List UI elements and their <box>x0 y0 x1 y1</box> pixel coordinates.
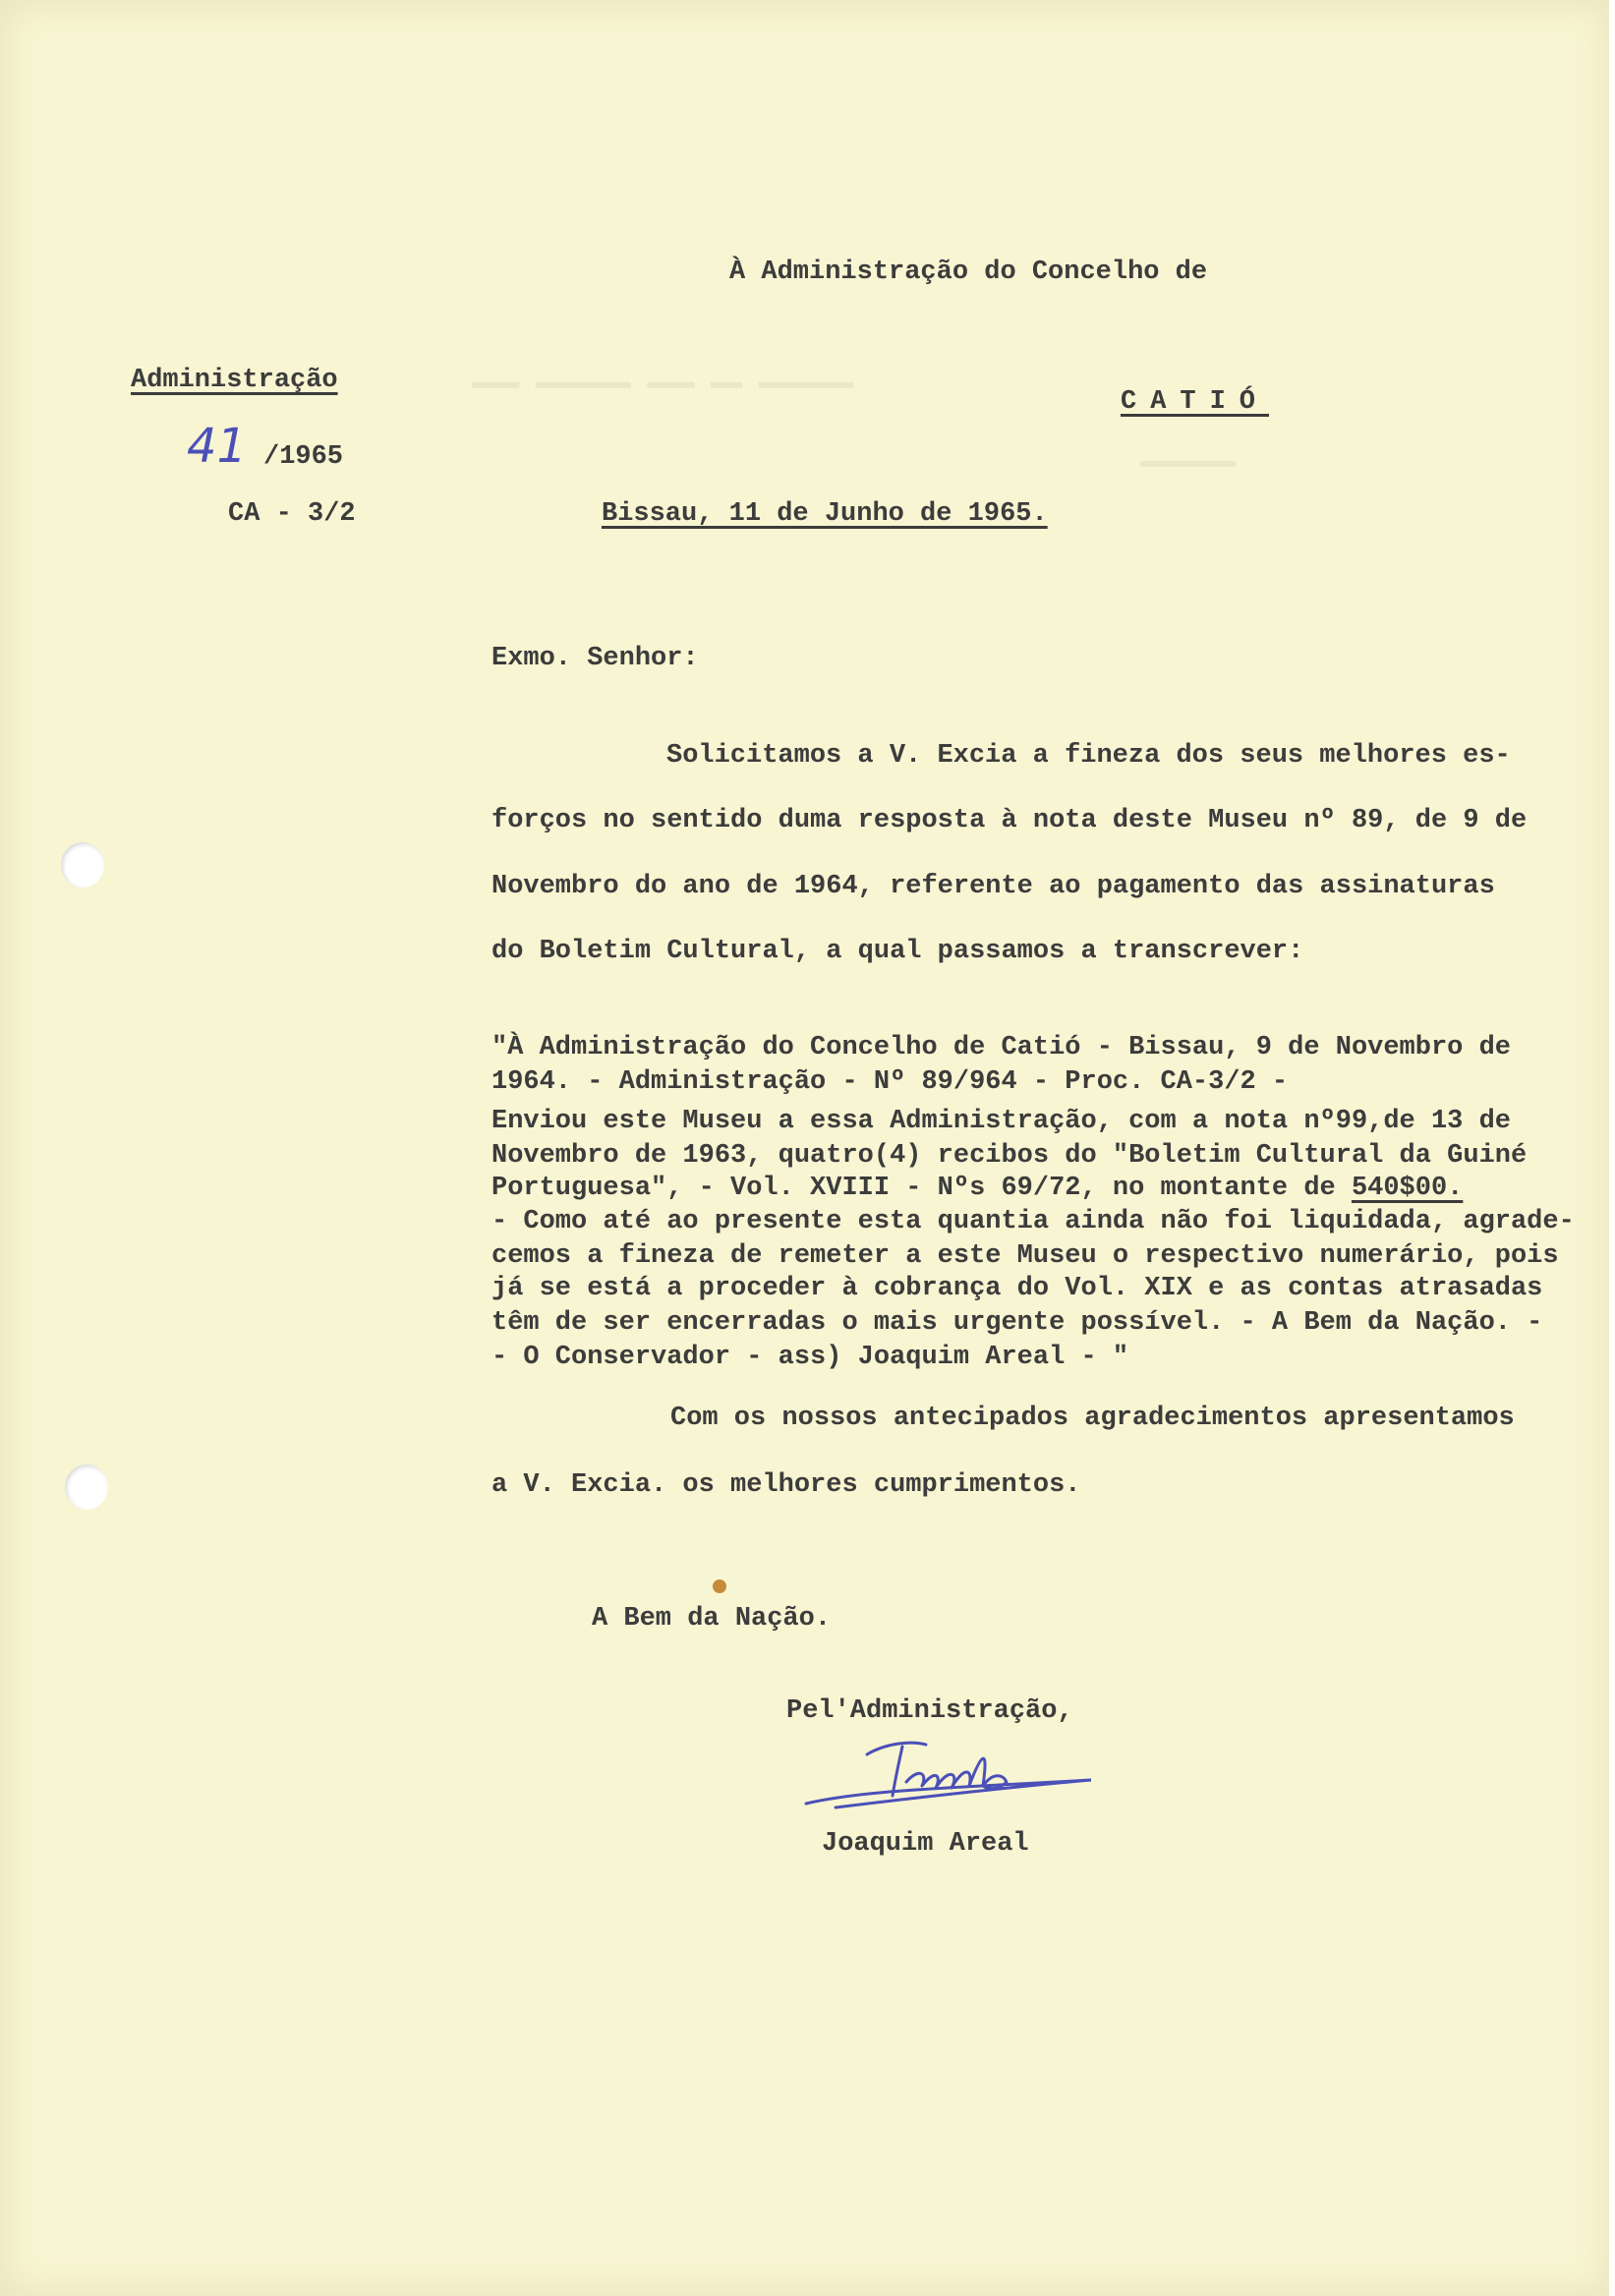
body-line: forços no sentido duma resposta à nota deste Museu nº 89, de 9 de <box>491 806 1528 835</box>
motto: A Bem da Nação. <box>592 1604 832 1634</box>
recipient-line: À Administração do Concelho de <box>729 258 1208 287</box>
signature <box>796 1725 1101 1823</box>
show-through-text: ▬▬▬▬▬▬ <box>1140 447 1237 477</box>
page-edge <box>1609 0 1612 2296</box>
quote-line: cemos a fineza de remeter a este Museu o respectivo numerário, pois <box>491 1241 1559 1271</box>
quote-line: têm de ser encerradas o mais urgente possível. - A Bem da Nação. - <box>491 1308 1543 1338</box>
recipient-place: CATIÓ <box>1121 387 1270 417</box>
quote-line: Novembro de 1963, quatro(4) recibos do "Boletim Cultural da Guiné <box>491 1141 1528 1171</box>
quote-amount: 540$00. <box>1351 1174 1464 1203</box>
quote-line: - Como até ao presente esta quantia ainda não foi liquidada, agrade- <box>491 1207 1575 1236</box>
show-through-text: ▬▬▬ ▬▬▬▬▬▬ ▬▬▬ ▬▬ ▬▬▬▬▬▬ <box>472 369 854 398</box>
quote-line-text: Portuguesa", - Vol. XVIII - Nºs 69/72, no montante de <box>491 1174 1352 1203</box>
punch-hole <box>61 842 104 888</box>
on-behalf-line: Pel'Administração, <box>786 1696 1073 1726</box>
quote-line: Enviou este Museu a essa Administração, com a nota nº99,de 13 de <box>491 1107 1511 1136</box>
body-line: Novembro do ano de 1964, referente ao pagamento das assinaturas <box>491 872 1495 901</box>
closing-line: a V. Excia. os melhores cumprimentos. <box>491 1470 1081 1500</box>
quote-line: - O Conservador - ass) Joaquim Areal - " <box>491 1343 1129 1372</box>
signatory-name: Joaquim Areal <box>822 1829 1029 1859</box>
quote-line: 1964. - Administração - Nº 89/964 - Proc. CA-3/2 - <box>491 1067 1289 1097</box>
ink-spot <box>713 1579 726 1593</box>
quote-line <box>491 1176 1463 1202</box>
reference-office: Administração <box>131 366 338 395</box>
reference-year: /1965 <box>263 442 344 472</box>
quote-line: "À Administração do Concelho de Catió - Bissau, 9 de Novembro de <box>491 1033 1511 1062</box>
salutation: Exmo. Senhor: <box>491 644 699 673</box>
reference-process: CA - 3/2 <box>228 499 356 529</box>
punch-hole <box>65 1464 108 1510</box>
closing-line: Com os nossos antecipados agradecimentos apresentamos <box>670 1404 1515 1433</box>
date-line: Bissau, 11 de Junho de 1965. <box>602 499 1048 529</box>
body-line: Solicitamos a V. Excia a fineza dos seus melhores es- <box>666 741 1511 771</box>
handwritten-number: 41 <box>187 419 248 474</box>
body-line: do Boletim Cultural, a qual passamos a transcrever: <box>491 937 1304 966</box>
quote-line: já se está a proceder à cobrança do Vol. XIX e as contas atrasadas <box>491 1274 1543 1303</box>
